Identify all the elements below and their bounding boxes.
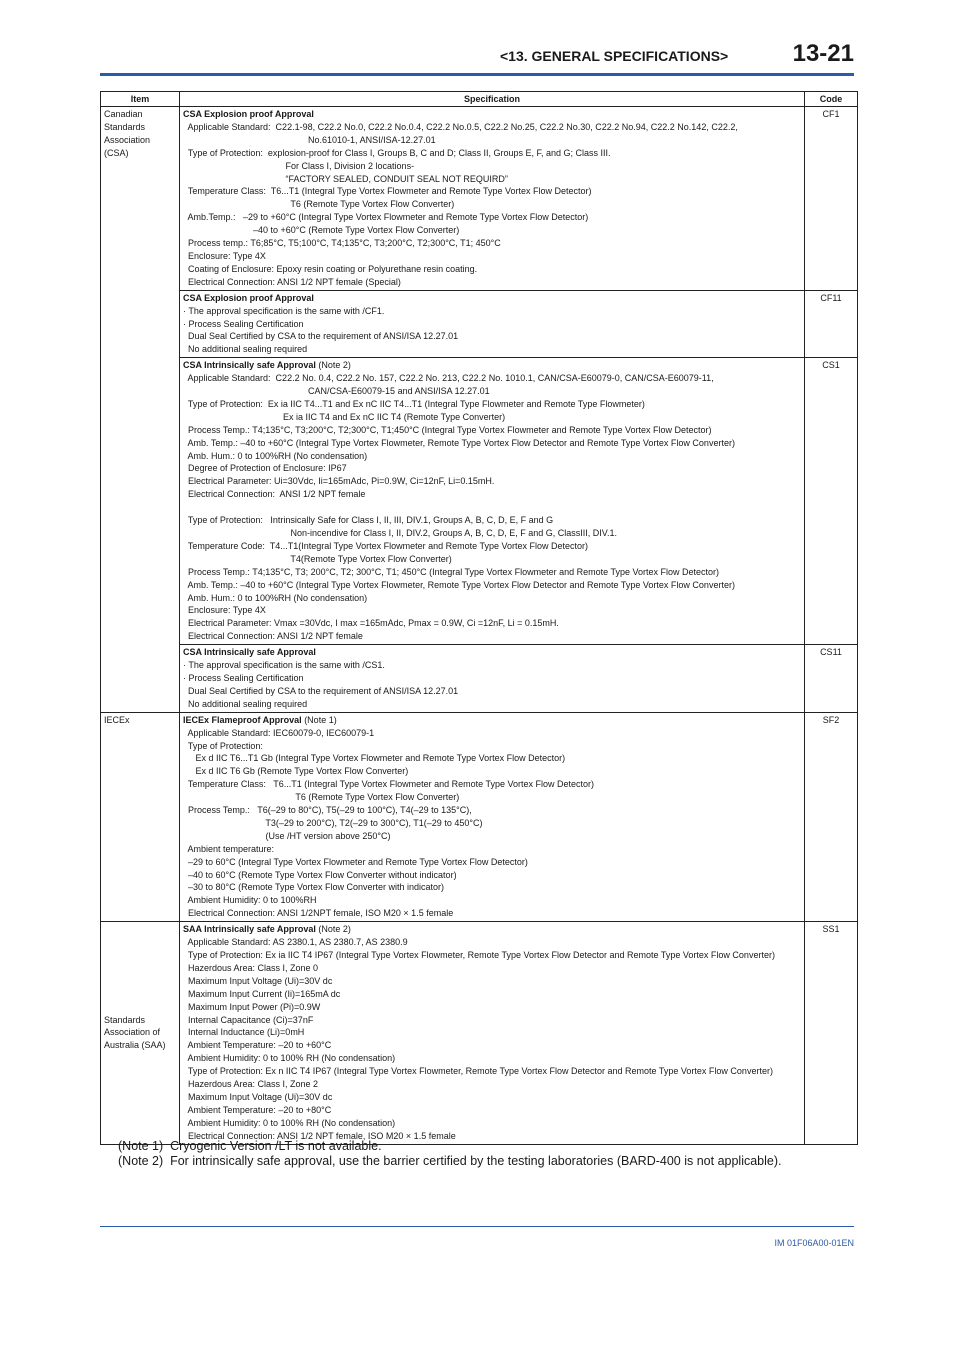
- spec-line: · The approval specification is the same with /CF1.: [183, 305, 385, 316]
- spec-line: Amb. Temp.: –40 to +60°C (Integral Type Vortex Flowmeter, Remote Type Vortex Flow Detector and Remote Type Vortex Flow Converter): [183, 579, 735, 590]
- spec-line: Non-incendive for Class I, II, DIV.2, Groups A, B, C, D, E, F and G, ClassIII, DIV.1.: [183, 528, 617, 538]
- header-rule: [100, 73, 854, 76]
- specification-cell: [180, 922, 805, 1144]
- spec-line: [183, 501, 801, 514]
- approval-title-note: (Note 1): [301, 714, 337, 725]
- spec-line: Hazerdous Area: Class I, Zone 2: [183, 1079, 319, 1090]
- spec-line: Type of Protection:: [183, 740, 263, 751]
- column-header-item: Item: [101, 92, 180, 107]
- item-label-line: IECEx: [104, 714, 130, 725]
- spec-line: Internal Capacitance (Ci)=37nF: [183, 1014, 314, 1025]
- spec-line: –30 to 80°C (Remote Type Vortex Flow Converter with indicator): [183, 882, 445, 893]
- document-id: IM 01F06A00-01EN: [774, 1238, 854, 1248]
- code-cell: SF2: [805, 712, 858, 922]
- specification-cell: [180, 290, 805, 358]
- item-cell: [101, 107, 180, 713]
- spec-line: Electrical Connection: ANSI 1/2 NPT female, ISO M20 × 1.5 female: [183, 1130, 456, 1141]
- spec-line: CAN/CSA-E60079-15 and ANSI/ISA 12.27.01: [183, 386, 490, 397]
- item-label-line: Canadian: [104, 109, 143, 119]
- table-header-row: [101, 92, 858, 107]
- table-row: [101, 712, 858, 922]
- spec-line: Applicable Standard: C22.2 No. 0.4, C22.2 No. 157, C22.2 No. 213, C22.2 No. 1010.1, CAN/CSA-E60079-0, CAN/CSA-E60079-11,: [183, 373, 714, 384]
- spec-line: Ambient Humidity: 0 to 100% RH (No condensation): [183, 1117, 396, 1128]
- note-1: (Note 1) Cryogenic Version /LT is not available.: [118, 1139, 382, 1153]
- spec-line: Temperature Class: T6...T1 (Integral Type Vortex Flowmeter and Remote Type Vortex Flow Detector): [183, 779, 595, 790]
- spec-line: Process temp.: T6;85°C, T5;100°C, T4;135°C, T3;200°C, T2;300°C, T1; 450°C: [183, 238, 501, 249]
- note-2: (Note 2) For intrinsically safe approval, use the barrier certified by the testing laboratories (BARD-400 is not applicable).: [118, 1153, 782, 1168]
- approval-title: [183, 714, 801, 727]
- spec-line: Electrical Connection: ANSI 1/2 NPT female: [183, 631, 363, 642]
- approval-title: [183, 646, 801, 659]
- table-row: [101, 645, 858, 713]
- spec-line: Type of Protection: Ex ia IIC T4...T1 and Ex nC IIC T4...T1 (Integral Type Flowmeter and Remote Type Flowmeter): [183, 398, 645, 409]
- spec-line: Dual Seal Certified by CSA to the requirement of ANSI/ISA 12.27.01: [183, 331, 459, 342]
- spec-line: –40 to +60°C (Remote Type Vortex Flow Converter): [183, 225, 460, 236]
- spec-line: Amb. Hum.: 0 to 100%RH (No condensation): [183, 450, 368, 461]
- spec-line: “FACTORY SEALED, CONDUIT SEAL NOT REQUIRD”: [183, 173, 508, 184]
- spec-line: Ambient Humidity: 0 to 100% RH (No condensation): [183, 1053, 396, 1064]
- specification-cell: [180, 358, 805, 645]
- spec-line: Process Temp.: T4;135°C, T3;200°C, T2;300°C, T1;450°C (Integral Type Vortex Flowmeter and Remote Type Vortex Flow Detector): [183, 424, 712, 435]
- item-label-line: Association: [104, 134, 151, 145]
- spec-line: Electrical Parameter: Ui=30Vdc, Ii=165mAdc, Pi=0.9W, Ci=12nF, Li=0.15mH.: [183, 476, 495, 487]
- spec-line: Type of Protection: Intrinsically Safe for Class I, II, III, DIV.1, Groups A, B, C, D, E, F and G: [183, 515, 554, 526]
- spec-line: Electrical Connection: ANSI 1/2 NPT female (Special): [183, 276, 401, 287]
- approval-title-bold: CSA Explosion proof Approval: [183, 292, 314, 303]
- spec-line: Process Temp.: T6(–29 to 80°C), T5(–29 to 100°C), T4(–29 to 135°C),: [183, 805, 472, 816]
- spec-line: –29 to 60°C (Integral Type Vortex Flowmeter and Remote Type Vortex Flow Detector): [183, 856, 528, 867]
- spec-line: T3(–29 to 200°C), T2(–29 to 300°C), T1(–29 to 450°C): [183, 817, 483, 828]
- spec-line: (Use /HT version above 250°C): [183, 830, 391, 841]
- spec-line: · Process Sealing Certification: [183, 672, 304, 683]
- section-title: <13. GENERAL SPECIFICATIONS>: [500, 48, 729, 64]
- spec-line: Process Temp.: T4;135°C, T3; 200°C, T2; 300°C, T1; 450°C (Integral Type Vortex Flowmeter and Remote Type Vortex Flow Detector): [183, 566, 719, 577]
- spec-line: Degree of Protection of Enclosure: IP67: [183, 463, 347, 474]
- column-header-spec: Specification: [180, 92, 805, 107]
- spec-line: Amb. Hum.: 0 to 100%RH (No condensation): [183, 592, 368, 603]
- item-label-line: Australia (SAA): [104, 1040, 166, 1051]
- approval-title-note: (Note 2): [315, 360, 351, 371]
- item-label-line: Association of: [104, 1027, 161, 1038]
- spec-line: Electrical Parameter: Vmax =30Vdc, I max =165mAdc, Pmax = 0.9W, Ci =12nF, Li = 0.15mH.: [183, 618, 559, 629]
- specification-table: [100, 91, 858, 1145]
- item-label-line: (CSA): [104, 147, 129, 158]
- spec-line: Temperature Code: T4...T1(Integral Type Vortex Flowmeter and Remote Type Vortex Flow Detector): [183, 540, 589, 551]
- spec-line: Maximum Input Power (Pi)=0.9W: [183, 1001, 321, 1012]
- spec-line: Dual Seal Certified by CSA to the requirement of ANSI/ISA 12.27.01: [183, 685, 459, 696]
- spec-line: No.61010-1, ANSI/ISA-12.27.01: [183, 134, 436, 145]
- spec-line: · The approval specification is the same with /CS1.: [183, 660, 385, 671]
- spec-line: Applicable Standard: AS 2380.1, AS 2380.7, AS 2380.9: [183, 937, 408, 948]
- code-cell: CF1: [805, 107, 858, 291]
- approval-title: [183, 923, 801, 936]
- spec-line: Coating of Enclosure: Epoxy resin coating or Polyurethane resin coating.: [183, 263, 478, 274]
- spec-line: Ambient Temperature: –20 to +80°C: [183, 1104, 332, 1115]
- spec-line: Ambient Temperature: –20 to +60°C: [183, 1040, 332, 1051]
- spec-line: Temperature Class: T6...T1 (Integral Type Vortex Flowmeter and Remote Type Vortex Flow Detector): [183, 186, 592, 197]
- spec-line: · Process Sealing Certification: [183, 318, 304, 329]
- spec-line: Type of Protection: explosion-proof for Class I, Groups B, C and D; Class II, Groups E, F, and G; Class III.: [183, 147, 611, 158]
- table-row: [101, 922, 858, 1144]
- spec-line: Ex d IIC T6...T1 Gb (Integral Type Vortex Flowmeter and Remote Type Vortex Flow Detector): [183, 753, 566, 764]
- footer-rule: [100, 1226, 854, 1227]
- table-body: [101, 107, 858, 1145]
- table-row: [101, 107, 858, 291]
- spec-line: Type of Protection: Ex n IIC T4 IP67 (Integral Type Vortex Flowmeter, Remote Type Vortex Flow Detector and Remote Type Vortex Flow Converter): [183, 1066, 773, 1077]
- spec-line: Type of Protection: Ex ia IIC T4 IP67 (Integral Type Vortex Flowmeter, Remote Type Vortex Flow Detector and Remote Type Vortex Flow Converter): [183, 950, 775, 960]
- page-number: 13-21: [792, 40, 854, 67]
- spec-line: Enclosure: Type 4X: [183, 250, 266, 261]
- approval-title: [183, 359, 801, 372]
- spec-line: Amb. Temp.: –40 to +60°C (Integral Type Vortex Flowmeter, Remote Type Vortex Flow Detector and Remote Type Vortex Flow Converter): [183, 437, 735, 448]
- spec-line: Amb.Temp.: –29 to +60°C (Integral Type Vortex Flowmeter and Remote Type Vortex Flow Detector): [183, 212, 589, 223]
- spec-line: T6 (Remote Type Vortex Flow Converter): [183, 199, 455, 210]
- spec-line: Electrical Connection: ANSI 1/2 NPT female: [183, 489, 366, 500]
- approval-title-bold: CSA Explosion proof Approval: [183, 109, 314, 119]
- approval-title: [183, 292, 801, 305]
- spec-line: No additional sealing required: [183, 698, 308, 709]
- code-cell: SS1: [805, 922, 858, 1144]
- spec-line: Internal Inductance (Li)=0mH: [183, 1027, 305, 1038]
- spec-line: Applicable Standard: C22.1-98, C22.2 No.0, C22.2 No.0.4, C22.2 No.0.5, C22.2 No.25, C22.2 No.30, C22.2 No.94, C22.2 No.142, C22.2,: [183, 121, 738, 132]
- spec-line: Maximum Input Voltage (Ui)=30V dc: [183, 1091, 333, 1102]
- spec-line: Maximum Input Current (Ii)=165mA dc: [183, 988, 341, 999]
- spec-line: Enclosure: Type 4X: [183, 605, 266, 616]
- approval-title: [183, 108, 801, 121]
- specification-cell: [180, 645, 805, 713]
- spec-line: –40 to 60°C (Remote Type Vortex Flow Converter without indicator): [183, 869, 457, 880]
- spec-line: Ex d IIC T6 Gb (Remote Type Vortex Flow Converter): [183, 766, 409, 777]
- code-cell: CF11: [805, 290, 858, 358]
- table-row: [101, 358, 858, 645]
- spec-line: Applicable Standard: IEC60079-0, IEC60079-1: [183, 727, 375, 738]
- item-label-line: Standards: [104, 121, 146, 132]
- specification-cell: [180, 107, 805, 291]
- spec-line: No additional sealing required: [183, 344, 308, 355]
- item-cell: [101, 712, 180, 922]
- spec-line: Electrical Connection: ANSI 1/2NPT female, ISO M20 × 1.5 female: [183, 908, 454, 919]
- spec-line: Maximum Input Voltage (Ui)=30V dc: [183, 975, 333, 986]
- code-cell: CS1: [805, 358, 858, 645]
- approval-title-bold: SAA Intrinsically safe Approval: [183, 924, 316, 935]
- spec-line: T6 (Remote Type Vortex Flow Converter): [183, 792, 460, 803]
- item-cell: [101, 922, 180, 1144]
- page-header: [100, 40, 854, 76]
- item-label-line: Standards: [104, 1014, 146, 1025]
- notes: [118, 1139, 782, 1168]
- table-row: [101, 290, 858, 358]
- spec-line: Hazerdous Area: Class I, Zone 0: [183, 962, 319, 973]
- approval-title-bold: IECEx Flameproof Approval: [183, 714, 302, 725]
- spec-line: Ambient temperature:: [183, 843, 275, 854]
- column-header-code: Code: [805, 92, 858, 107]
- approval-title-note: (Note 2): [315, 924, 351, 935]
- code-cell: CS11: [805, 645, 858, 713]
- approval-title-bold: CSA Intrinsically safe Approval: [183, 647, 316, 658]
- spec-line: Ex ia IIC T4 and Ex nC IIC T4 (Remote Type Converter): [183, 411, 506, 422]
- spec-line: Ambient Humidity: 0 to 100%RH: [183, 895, 317, 906]
- spec-line: For Class I, Division 2 locations-: [183, 160, 415, 171]
- specification-cell: [180, 712, 805, 922]
- approval-title-bold: CSA Intrinsically safe Approval: [183, 360, 316, 371]
- spec-line: T4(Remote Type Vortex Flow Converter): [183, 553, 452, 564]
